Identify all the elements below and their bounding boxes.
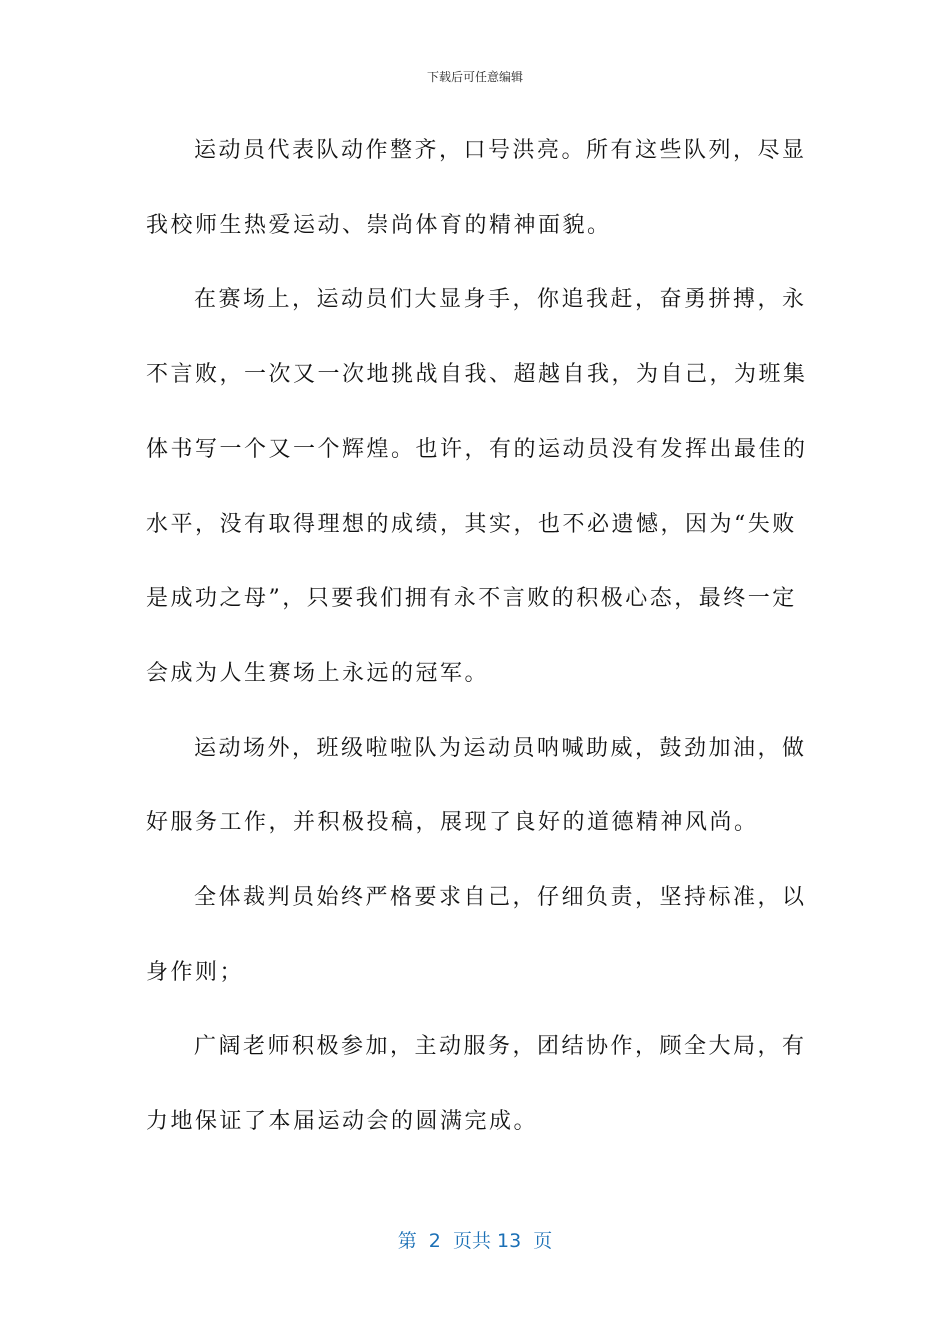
text-line: 体书写一个又一个辉煌。也许，有的运动员没有发挥出最佳的 bbox=[146, 436, 808, 462]
text-line: 运动员代表队动作整齐，口号洪亮。所有这些队列，尽显 bbox=[194, 138, 807, 163]
text-line: 全体裁判员始终严格要求自己，仔细负责，坚持标准，以 bbox=[194, 885, 807, 911]
text-line: 不言败，一次又一次地挑战自我、超越自我，为自己，为班集 bbox=[146, 362, 808, 388]
text-line: 在赛场上，运动员们大显身手，你追我赶，奋勇拼搏，永 bbox=[194, 287, 807, 313]
document-body bbox=[146, 114, 808, 1160]
text-line: 是成功之母”，只要我们拥有永不言败的积极心态，最终一定 bbox=[146, 586, 797, 612]
paragraph-5 bbox=[146, 1010, 807, 1159]
text-line: 我校师生热爱运动、崇尚体育的精神面貌。 bbox=[146, 212, 612, 238]
text-line: 运动场外，班级啦啦队为运动员呐喊助威，鼓劲加油，做 bbox=[194, 735, 807, 761]
text-line: 力地保证了本届运动会的圆满完成。 bbox=[146, 1109, 539, 1135]
text-line: 广阔老师积极参加，主动服务，团结协作，顾全大局，有 bbox=[194, 1034, 807, 1060]
paragraph-2 bbox=[146, 263, 808, 711]
page-number-footer: 第 2 页共 13 页 bbox=[397, 1230, 553, 1252]
header-note: 下载后可任意编辑 bbox=[426, 70, 523, 84]
text-line: 会成为人生赛场上永远的冠军。 bbox=[146, 660, 490, 686]
text-line: 好服务工作，并积极投稿，展现了良好的道德精神风尚。 bbox=[146, 810, 759, 836]
paragraph-1 bbox=[146, 114, 807, 263]
paragraph-4 bbox=[146, 861, 807, 1010]
text-line: 水平，没有取得理想的成绩，其实，也不必遗憾，因为“失败 bbox=[146, 511, 797, 537]
paragraph-3 bbox=[146, 712, 807, 861]
text-line: 身作则； bbox=[146, 959, 245, 985]
